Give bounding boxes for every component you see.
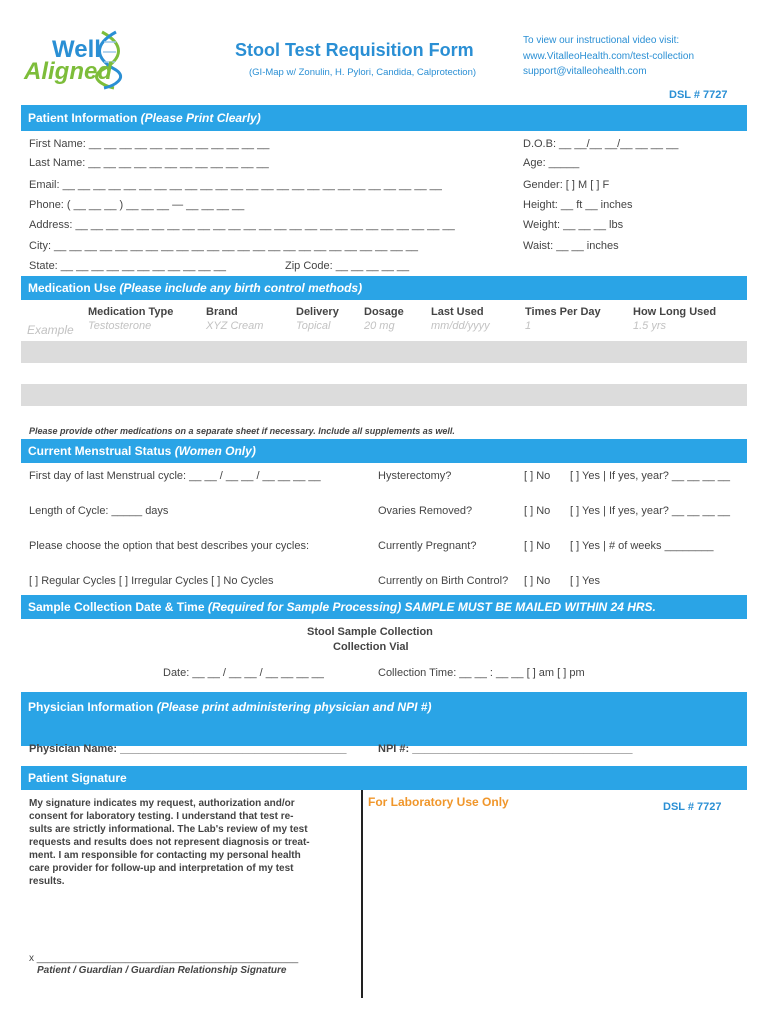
first-day-field[interactable]: First day of last Menstrual cycle: __ __ / __ __ / __ __ __ __ <box>29 470 321 482</box>
collection-date-field[interactable]: Date: __ __ / __ __ / __ __ __ __ <box>163 667 324 679</box>
state-field[interactable]: State: __ __ __ __ __ __ __ __ __ __ __ <box>29 260 226 272</box>
medication-row-2[interactable] <box>21 384 747 406</box>
height-field[interactable]: Height: __ ft __ inches <box>523 199 633 211</box>
age-field[interactable]: Age: _____ <box>523 157 580 169</box>
collection-time-field[interactable]: Collection Time: __ __ : __ __ [ ] am [ ] pm <box>378 667 585 679</box>
consent-line: results. <box>29 876 65 887</box>
lab-use-label: For Laboratory Use Only <box>368 795 509 809</box>
col-medication-type: Medication Type <box>88 306 174 318</box>
medication-band <box>21 276 747 300</box>
signature-caption: Patient / Guardian / Guardian Relationship Signature <box>37 965 287 976</box>
col-how-long-used: How Long Used <box>633 306 717 318</box>
email-field[interactable]: Email: __ __ __ __ __ __ __ __ __ __ __ __ __ __ __ __ __ __ __ __ __ __ __ __ __ <box>29 179 442 191</box>
example-label: Example <box>27 323 74 337</box>
cycle-options[interactable]: [ ] Regular Cycles [ ] Irregular Cycles [ ] No Cycles <box>29 575 274 587</box>
col-delivery: Delivery <box>296 306 339 318</box>
consent-text <box>29 797 310 888</box>
consent-line: consent for laboratory testing. I understand that test re- <box>29 811 294 822</box>
ovaries-question: Ovaries Removed? <box>378 505 473 517</box>
signature-divider <box>361 790 363 998</box>
sample-heading: Sample Collection Date & Time <box>28 600 208 614</box>
birth-control-yes-checkbox[interactable]: [ ] Yes <box>570 575 600 587</box>
signature-band <box>21 766 747 790</box>
address-field[interactable]: Address: __ __ __ __ __ __ __ __ __ __ __ __ __ __ __ __ __ __ __ __ __ __ __ __ __ <box>29 219 455 231</box>
ovaries-yes-field[interactable]: [ ] Yes | If yes, year? __ __ __ __ <box>570 505 731 517</box>
weight-field[interactable]: Weight: __ __ __ lbs <box>523 219 624 231</box>
physician-name-field[interactable]: Physician Name: _____________________________________ <box>29 743 347 755</box>
ovaries-no-checkbox[interactable]: [ ] No <box>524 505 551 517</box>
sample-note: (Required for Sample Processing) SAMPLE MUST BE MAILED WITHIN 24 HRS. <box>207 600 656 614</box>
birth-control-no-checkbox[interactable]: [ ] No <box>524 575 551 587</box>
example-last-used: mm/dd/yyyy <box>431 320 490 332</box>
signature-heading: Patient Signature <box>28 771 127 785</box>
medication-row-1[interactable] <box>21 341 747 363</box>
form-subtitle: (GI-Map w/ Zonulin, H. Pylori, Candida, Calprotection) <box>249 67 477 78</box>
support-email[interactable]: support@vitalleohealth.com <box>523 66 647 77</box>
waist-field[interactable]: Waist: __ __ inches <box>523 240 619 252</box>
patient-info-heading: Patient Information <box>28 111 141 125</box>
patient-info-band <box>21 105 747 131</box>
menstrual-heading: Current Menstrual Status <box>28 444 175 458</box>
signature-line[interactable]: x _______________________________________________ <box>29 953 299 964</box>
consent-line: requests and results does not represent diagnosis or treat- <box>29 837 310 848</box>
dob-field[interactable]: D.O.B: __ __/__ __/__ __ __ __ <box>523 138 679 150</box>
logo-word-well: Well <box>52 36 101 63</box>
hysterectomy-yes-field[interactable]: [ ] Yes | If yes, year? __ __ __ __ <box>570 470 731 482</box>
physician-heading: Physician Information <box>28 700 157 714</box>
form-title: Stool Test Requisition Form <box>235 40 474 60</box>
npi-field[interactable]: NPI #: ____________________________________ <box>378 743 633 755</box>
lab-dsl-number: DSL # 7727 <box>663 801 722 813</box>
dsl-number: DSL # 7727 <box>669 89 728 101</box>
pregnant-yes-field[interactable]: [ ] Yes | # of weeks ________ <box>570 540 714 552</box>
first-name-field[interactable]: First Name: __ __ __ __ __ __ __ __ __ __ __ __ <box>29 138 270 150</box>
pregnant-question: Currently Pregnant? <box>378 540 477 552</box>
menstrual-band <box>21 439 747 463</box>
consent-line: ment. I am responsible for contacting my personal health <box>29 850 301 861</box>
sample-type: Stool Sample Collection <box>307 626 433 638</box>
last-name-field[interactable]: Last Name: __ __ __ __ __ __ __ __ __ __ __ __ <box>29 157 269 169</box>
consent-line: My signature indicates my request, authorization and/or <box>29 798 295 809</box>
medication-heading: Medication Use <box>28 281 120 295</box>
logo-word-aligned: Aligned <box>24 58 112 85</box>
birth-control-question: Currently on Birth Control? <box>378 575 509 587</box>
pregnant-no-checkbox[interactable]: [ ] No <box>524 540 551 552</box>
physician-note: (Please print administering physician and NPI #) <box>156 700 432 714</box>
example-delivery: Topical <box>296 320 331 332</box>
consent-line: sults are strictly informational. The Lab's review of my test <box>29 824 308 835</box>
video-link[interactable]: www.VitalleoHealth.com/test-collection <box>523 51 695 62</box>
gender-field[interactable]: Gender: [ ] M [ ] F <box>523 179 610 191</box>
hysterectomy-question: Hysterectomy? <box>378 470 452 482</box>
menstrual-note: (Women Only) <box>174 444 256 458</box>
example-how-long: 1.5 yrs <box>633 320 667 332</box>
medication-note: (Please include any birth control methods) <box>119 281 363 295</box>
cycle-option-prompt: Please choose the option that best describes your cycles: <box>29 540 310 552</box>
phone-field[interactable]: Phone: ( __ __ __ ) __ __ __ — __ __ __ __ <box>29 199 245 211</box>
medication-footnote: Please provide other medications on a separate sheet if necessary. Include all supplements as well. <box>29 426 455 436</box>
example-dosage: 20 mg <box>364 320 395 332</box>
hysterectomy-no-checkbox[interactable]: [ ] No <box>524 470 551 482</box>
cycle-length-field[interactable]: Length of Cycle: _____ days <box>29 505 169 517</box>
example-brand: XYZ Cream <box>206 320 264 332</box>
col-times-per-day: Times Per Day <box>525 306 601 318</box>
logo <box>24 30 134 90</box>
col-last-used: Last Used <box>431 306 484 318</box>
patient-info-note: (Please Print Clearly) <box>140 111 261 125</box>
consent-line: care provider for follow-up and interpretation of my test <box>29 863 294 874</box>
zip-field[interactable]: Zip Code: __ __ __ __ __ <box>285 260 410 272</box>
example-type: Testosterone <box>88 320 152 332</box>
sample-band <box>21 595 747 619</box>
collection-vial: Collection Vial <box>333 641 409 653</box>
col-brand: Brand <box>206 306 238 318</box>
video-instruction: To view our instructional video visit: <box>523 35 680 46</box>
physician-band <box>21 692 747 746</box>
col-dosage: Dosage <box>364 306 404 318</box>
city-field[interactable]: City: __ __ __ __ __ __ __ __ __ __ __ __ __ __ __ __ __ __ __ __ __ __ __ __ <box>29 240 418 252</box>
example-times: 1 <box>525 320 532 332</box>
